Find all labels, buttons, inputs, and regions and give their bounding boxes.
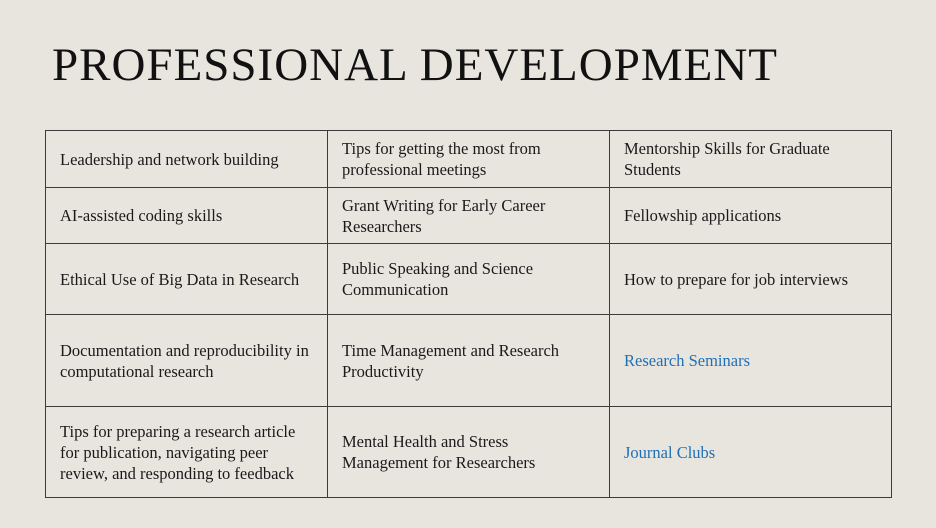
table-row	[46, 188, 892, 244]
table-cell: AI-assisted coding skills	[46, 188, 328, 244]
table-row	[46, 315, 892, 407]
table-cell: Tips for getting the most from professional meetings	[328, 131, 610, 188]
table-row	[46, 131, 892, 188]
slide-title: PROFESSIONAL DEVELOPMENT	[52, 39, 778, 91]
table-row	[46, 244, 892, 315]
table-cell: Fellowship applications	[610, 188, 892, 244]
table-cell: Tips for preparing a research article for publication, navigating peer review, and responding to feedback	[46, 407, 328, 498]
table-cell: Mental Health and Stress Management for Researchers	[328, 407, 610, 498]
topics-table	[45, 130, 892, 498]
table-row	[46, 407, 892, 498]
research-seminars-link[interactable]: Research Seminars	[624, 351, 750, 370]
table-cell: How to prepare for job interviews	[610, 244, 892, 315]
table-cell	[610, 315, 892, 407]
table-cell: Ethical Use of Big Data in Research	[46, 244, 328, 315]
journal-clubs-link[interactable]: Journal Clubs	[624, 442, 716, 462]
table-cell	[610, 407, 892, 498]
table-cell: Leadership and network building	[46, 131, 328, 188]
table-cell: Time Management and Research Productivity	[328, 315, 610, 407]
table-cell: Grant Writing for Early Career Researchers	[328, 188, 610, 244]
table-cell: Documentation and reproducibility in computational research	[46, 315, 328, 407]
table-cell: Mentorship Skills for Graduate Students	[610, 131, 892, 188]
table-cell: Public Speaking and Science Communication	[328, 244, 610, 315]
